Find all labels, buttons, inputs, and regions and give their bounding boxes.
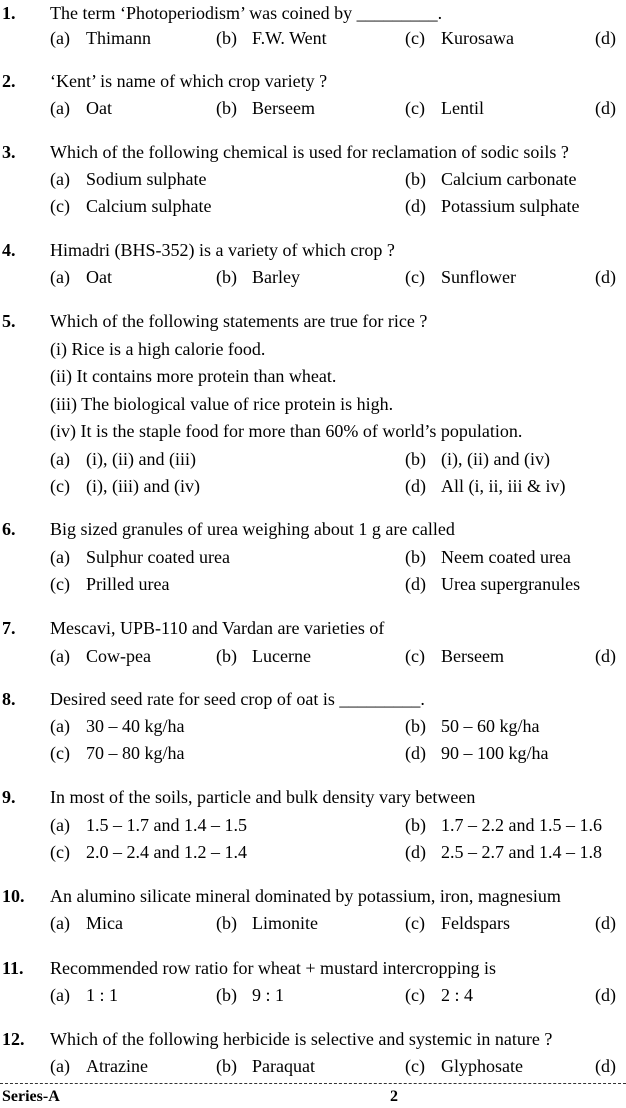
option-d: (d) All (i, ii, iii & iv)	[405, 476, 566, 496]
question-text: Which of the following chemical is used for reclamation of sodic soils ?	[50, 142, 569, 162]
option-d: (d)	[595, 913, 616, 933]
option-d: (d)	[595, 646, 616, 666]
option-b: (b) 1.7 – 2.2 and 1.5 – 1.6	[405, 815, 602, 835]
option-b: (b) Limonite	[216, 913, 318, 933]
question-text: Himadri (BHS-352) is a variety of which crop ?	[50, 240, 395, 260]
question-number: 12.	[2, 1029, 25, 1049]
option-b: (b) Paraquat	[216, 1056, 315, 1076]
question-text: Recommended row ratio for wheat + mustard intercropping is	[50, 958, 497, 978]
option-d: (d) Urea supergranules	[405, 574, 581, 594]
question-number: 10.	[2, 886, 25, 906]
option-a: (a) Oat	[50, 267, 112, 287]
option-c: (c) Glyphosate	[405, 1056, 523, 1076]
option-b: (b) (i), (ii) and (iv)	[405, 449, 550, 469]
option-a: (a) 30 – 40 kg/ha	[50, 716, 185, 736]
option-c: (c) Calcium sulphate	[50, 196, 212, 216]
option-d: (d)	[595, 98, 616, 118]
option-c: (c) Lentil	[405, 98, 484, 118]
option-c: (c) Berseem	[405, 646, 504, 666]
option-b: (b) 9 : 1	[216, 985, 285, 1005]
question-number: 11.	[2, 958, 24, 978]
question-text: The term ‘Photoperiodism’ was coined by _________.	[50, 3, 443, 23]
question-number: 4.	[2, 240, 16, 260]
question-number: 9.	[2, 787, 16, 807]
option-b: (b) 50 – 60 kg/ha	[405, 716, 540, 736]
question-text: ‘Kent’ is name of which crop variety ?	[50, 71, 328, 91]
question-number: 8.	[2, 689, 16, 709]
option-d: (d)	[595, 267, 616, 287]
option-a: (a) Atrazine	[50, 1056, 148, 1076]
option-a: (a) Thimann	[50, 28, 151, 48]
option-b: (b) Lucerne	[216, 646, 311, 666]
option-b: (b) Berseem	[216, 98, 315, 118]
question-text: Which of the following statements are true for rice ?	[50, 311, 428, 331]
question-text: Desired seed rate for seed crop of oat is _________.	[50, 689, 425, 709]
option-d: (d) 2.5 – 2.7 and 1.4 – 1.8	[405, 842, 602, 862]
option-d: (d)	[595, 985, 616, 1005]
option-a: (a) Sulphur coated urea	[50, 547, 230, 567]
option-c: (c) 2 : 4	[405, 985, 474, 1005]
footer-divider	[0, 1083, 626, 1084]
option-b: (b) Calcium carbonate	[405, 169, 577, 189]
question-text: Which of the following herbicide is selective and systemic in nature ?	[50, 1029, 553, 1049]
question-text: In most of the soils, particle and bulk density vary between	[50, 787, 476, 807]
option-b: (b) Barley	[216, 267, 300, 287]
question-text: An alumino silicate mineral dominated by potassium, iron, magnesium	[50, 886, 561, 906]
option-c: (c) 70 – 80 kg/ha	[50, 743, 185, 763]
statement-ii: (ii) It contains more protein than wheat.	[50, 366, 337, 386]
option-a: (a) Cow-pea	[50, 646, 151, 666]
option-d: (d) 90 – 100 kg/ha	[405, 743, 549, 763]
statement-iv: (iv) It is the staple food for more than 60% of world’s population.	[50, 421, 523, 441]
option-b: (b) F.W. Went	[216, 28, 327, 48]
option-a: (a) 1.5 – 1.7 and 1.4 – 1.5	[50, 815, 247, 835]
option-a: (a) Sodium sulphate	[50, 169, 207, 189]
statement-i: (i) Rice is a high calorie food.	[50, 339, 266, 359]
question-number: 7.	[2, 618, 16, 638]
statement-iii: (iii) The biological value of rice protein is high.	[50, 394, 394, 414]
option-a: (a) Oat	[50, 98, 112, 118]
option-d: (d)	[595, 1056, 616, 1076]
option-c: (c) 2.0 – 2.4 and 1.2 – 1.4	[50, 842, 247, 862]
question-text: Big sized granules of urea weighing about 1 g are called	[50, 519, 455, 539]
question-number: 6.	[2, 519, 16, 539]
option-d: (d)	[595, 28, 616, 48]
series-label: Series-A	[2, 1088, 60, 1105]
page-number: 2	[390, 1088, 398, 1105]
question-number: 3.	[2, 142, 16, 162]
option-c: (c) Sunflower	[405, 267, 516, 287]
option-c: (c) Feldspars	[405, 913, 510, 933]
question-text: Mescavi, UPB-110 and Vardan are varieties of	[50, 618, 385, 638]
option-b: (b) Neem coated urea	[405, 547, 571, 567]
question-number: 2.	[2, 71, 16, 91]
option-d: (d) Potassium sulphate	[405, 196, 580, 216]
option-a: (a) Mica	[50, 913, 123, 933]
question-number: 1.	[2, 3, 16, 23]
option-c: (c) Prilled urea	[50, 574, 170, 594]
question-number: 5.	[2, 311, 16, 331]
option-c: (c) (i), (iii) and (iv)	[50, 476, 200, 496]
option-a: (a) (i), (ii) and (iii)	[50, 449, 196, 469]
option-a: (a) 1 : 1	[50, 985, 119, 1005]
option-c: (c) Kurosawa	[405, 28, 514, 48]
